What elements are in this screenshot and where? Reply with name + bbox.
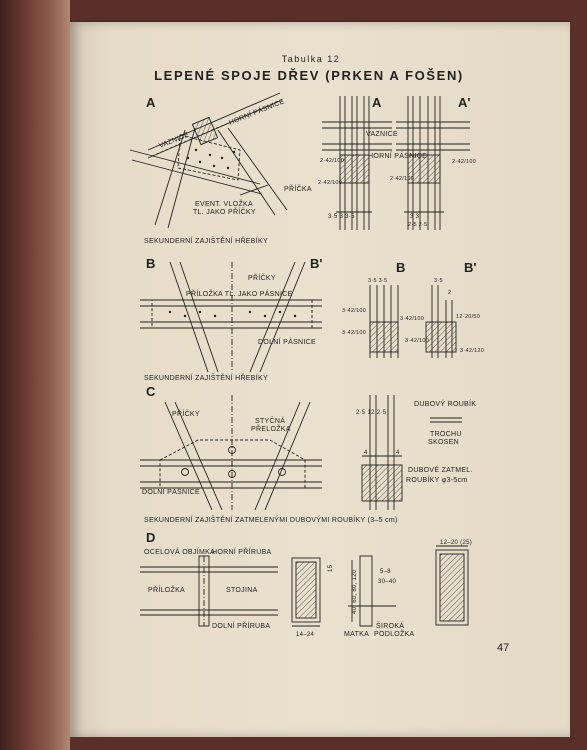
label-b-dolni-pasnice: DOLNÍ PÁSNICE xyxy=(258,339,316,346)
label-ocelova-objimka: OCELOVÁ OBJÍMKA xyxy=(144,549,216,556)
label-horni-pasnice: HORNÍ PÁSNICE xyxy=(228,98,286,127)
dim-b-top-1: 3·5 3·5 xyxy=(368,278,388,284)
dim-d-15: 15 xyxy=(328,564,334,572)
dim-b-top-2: 3·5 xyxy=(434,278,443,284)
label-c-stycna: STYČNÁ xyxy=(255,418,286,425)
section-b-prime-letter: B' xyxy=(310,256,323,271)
caption-a: SEKUNDERNÍ ZAJIŠTĚNÍ HŘEBÍKY xyxy=(144,238,268,245)
dim-b-l2: 3·42/100 xyxy=(342,330,367,336)
dim-c-top: 2·5 12 2·5 xyxy=(356,410,387,416)
dim-a-left-2: 2·42/100 xyxy=(318,180,343,186)
diagram-d-right xyxy=(436,546,468,625)
label-skosen: SKOSEN xyxy=(428,439,459,446)
label-b-pricky: PŘÍČKY xyxy=(248,275,276,282)
diagram-d-section xyxy=(292,556,396,626)
section-b-letter: B xyxy=(146,256,156,271)
label-c-prelozka: PŘELOŽKA xyxy=(251,426,291,433)
dim-a-bottom-left: 3·5 3 3·5 xyxy=(328,214,355,220)
label-dubovy-roubik: DUBOVÝ ROUBÍK xyxy=(414,401,477,408)
dim-a-bottom-right: 3 3 xyxy=(410,214,420,220)
label-roubiky: ROUBÍKY φ3-5cm xyxy=(406,477,468,484)
section-c-letter: C xyxy=(146,384,156,399)
label-siroka: ŠIROKÁ xyxy=(376,623,405,630)
dim-a-right-2: 2·42/100 xyxy=(452,159,477,165)
label-tl-jako-pricky: TL. JAKO PŘÍČKY xyxy=(193,209,256,216)
label-event-vlozka: EVENT. VLOŽKA xyxy=(195,201,253,208)
dim-b-l3: 3·42/100 xyxy=(400,316,425,322)
dim-a-right-1: 2·42/100 xyxy=(390,176,415,182)
label-dubove-zatmel: DUBOVÉ ZATMEL. xyxy=(408,467,473,474)
dim-b-r2: 3·42/100 xyxy=(405,338,430,344)
dim-d-top: 12–20 (25) xyxy=(440,540,473,546)
caption-c: SEKUNDERNÍ ZAJIŠTĚNÍ ZATMELENÝMI DUBOVÝMI ROUBÍKY (3–5 cm) xyxy=(144,517,398,524)
dim-b-r3: 3·42/120 xyxy=(460,348,485,354)
section-a-prime-letter: A' xyxy=(458,95,471,110)
label-pricka: PŘÍČKA xyxy=(284,186,312,193)
page-title: LEPENÉ SPOJE DŘEV (PRKEN A FOŠEN) xyxy=(154,68,464,83)
page-number: 47 xyxy=(497,642,510,654)
section-a-letter: A xyxy=(146,95,156,110)
section-b-right-prime-letter: B' xyxy=(464,260,477,275)
dim-b-l1: 3·42/100 xyxy=(342,308,367,314)
label-c-pricky: PŘÍČKY xyxy=(172,411,200,418)
label-horni-pasnice-right: HORNÍ PÁSNICE xyxy=(368,153,428,160)
dim-d-30-40: 30–40 xyxy=(378,579,397,585)
label-d-prilozka: PŘÍLOŽKA xyxy=(148,587,186,594)
label-c-dolni-pasnice: DOLNÍ PÁSNICE xyxy=(142,489,200,496)
section-d-letter: D xyxy=(146,530,156,545)
label-dolni-priruba: DOLNÍ PŘÍRUBA xyxy=(212,623,271,630)
label-vaznice-right: VAZNICE xyxy=(366,131,398,138)
label-trochu: TROCHU xyxy=(430,431,462,438)
dim-c-4b: 4 xyxy=(396,450,400,456)
dim-c-4: 4 xyxy=(364,450,368,456)
diagram-a-right xyxy=(322,96,470,230)
label-podlozka: PODLOŽKA xyxy=(374,631,415,638)
label-horni-priruba: HORNÍ PŘÍRUBA xyxy=(212,549,272,556)
section-b-right-letter: B xyxy=(396,260,406,275)
section-a-right-letter: A xyxy=(372,95,382,110)
label-vaznice: VAZNICE xyxy=(158,131,191,150)
caption-b: SEKUNDERNÍ ZAJIŠTĚNÍ HŘEBÍKY xyxy=(144,375,268,382)
dim-d-5-8: 5–8 xyxy=(380,569,391,575)
dim-b-r0: 2 xyxy=(448,290,452,296)
label-matka: MATKA xyxy=(344,631,370,638)
dim-d-14-24: 14–24 xyxy=(296,632,315,638)
label-b-prilozka: PŘÍLOŽKA TL. JAKO PÁSNICE xyxy=(186,291,293,298)
dim-d-vert: 40, 60, 80, 120 xyxy=(352,569,358,614)
dim-a-left-1: 2·42/100 xyxy=(320,158,345,164)
dim-a-bottom-right-2: 2·5 2·5 xyxy=(408,222,428,228)
table-label: Tabulka 12 xyxy=(281,54,341,64)
label-stojina: STOJINA xyxy=(226,587,258,594)
dim-b-r1: 12·20/50 xyxy=(456,314,481,320)
